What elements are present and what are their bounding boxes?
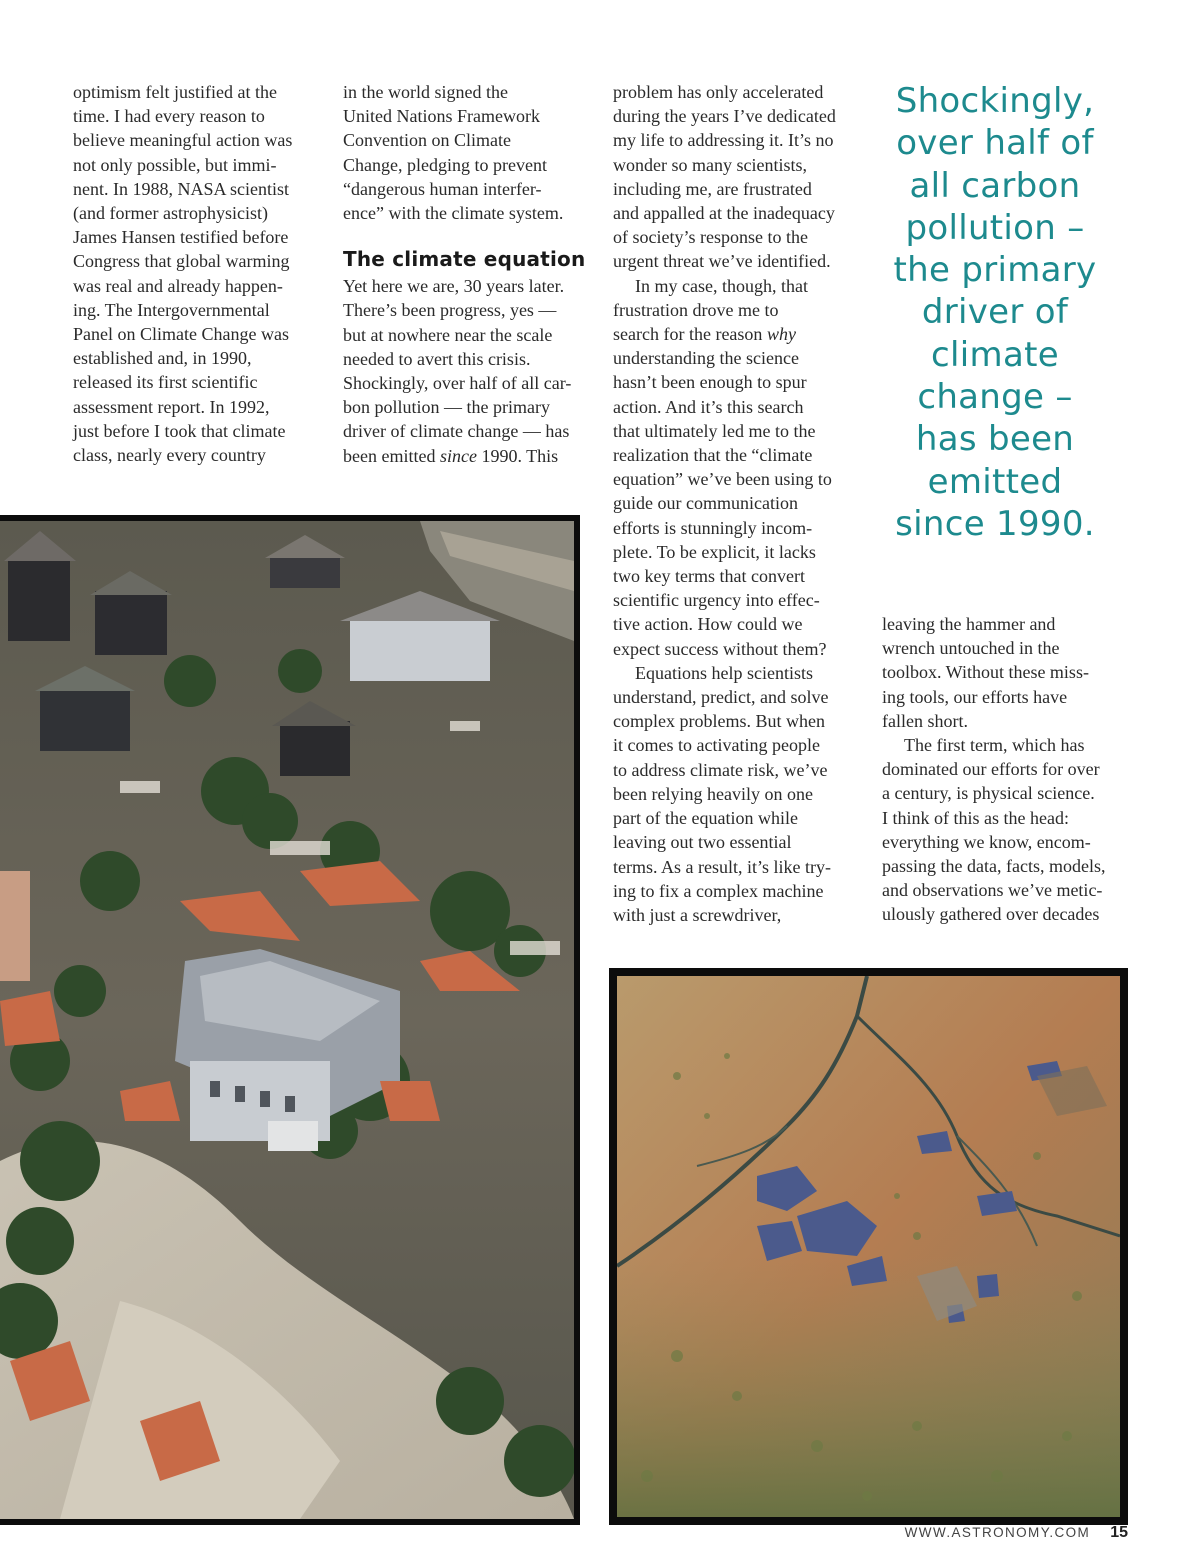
text-line: but at nowhere near the scale — [343, 324, 553, 345]
text-line: The first term, which has — [904, 735, 1085, 756]
text-line: of society’s response to the — [613, 227, 808, 248]
text-line: guide our communication — [613, 493, 798, 514]
text-line: class, nearly every country — [73, 445, 266, 466]
text-line: Panel on Climate Change was — [73, 324, 289, 345]
text-line: just before I took that climate — [73, 420, 286, 441]
text-line: urgent threat we’ve identified. — [613, 251, 831, 272]
pull-quote-line: all carbon — [909, 165, 1081, 206]
text-line: that ultimately led me to the — [613, 420, 816, 441]
page-number: 15 — [1110, 1524, 1128, 1541]
text-line: ence” with the climate system. — [343, 203, 564, 224]
text-line: James Hansen testified before — [73, 227, 289, 248]
column-2 — [343, 80, 591, 468]
text-line: ing tools, our efforts have — [882, 686, 1068, 707]
text-line: including me, are frustrated — [613, 178, 812, 199]
text-line: ing to fix a complex machine — [613, 880, 824, 901]
text-line: realization that the “climate — [613, 445, 813, 466]
column-3-paragraph-1 — [613, 80, 863, 274]
text-line: wonder so many scientists, — [613, 154, 807, 175]
text-line: leaving the hammer and — [882, 614, 1056, 634]
text-line: in the world signed the — [343, 82, 508, 102]
text-line: efforts is stunningly incom- — [613, 517, 813, 538]
text-line: ulously gathered over decades — [882, 904, 1100, 925]
text-line: scientific urgency into effec- — [613, 590, 820, 611]
pull-quote-line: the primary — [893, 250, 1097, 291]
text-line: a century, is physical science. — [882, 783, 1095, 804]
text-line: needed to avert this crisis. — [343, 348, 531, 369]
text-line: time. I had every reason to — [73, 106, 265, 127]
text-line: complex problems. But when — [613, 711, 825, 732]
column-3 — [613, 80, 863, 927]
column-1 — [73, 80, 318, 467]
text-line: Yet here we are, 30 years later. — [343, 276, 565, 297]
pull-quote-line: Shockingly, — [895, 81, 1095, 121]
pull-quote — [876, 80, 1114, 545]
text-line: assessment report. In 1992, — [73, 396, 270, 417]
text-fragment: been emitted — [343, 445, 440, 466]
text-line: driver of climate change — has — [343, 421, 570, 442]
flood-photo-illustration — [0, 521, 574, 1519]
pull-quote-line: since 1990. — [895, 503, 1095, 544]
italic-emphasis: since — [439, 445, 477, 466]
column-2-paragraph-2 — [343, 274, 591, 468]
website-url: WWW.ASTRONOMY.COM — [904, 1525, 1091, 1540]
text-line: two key terms that convert — [613, 566, 805, 587]
text-line: my life to addressing it. It’s no — [613, 130, 834, 151]
page-footer — [905, 1524, 1128, 1542]
text-line: United Nations Framework — [343, 106, 540, 127]
text-line: Equations help scientists — [635, 662, 813, 683]
text-line: toolbox. Without these miss- — [882, 662, 1089, 683]
text-line: equation” we’ve been using to — [613, 469, 832, 490]
text-line: bon pollution — the primary — [343, 397, 550, 418]
text-line: tive action. How could we — [613, 614, 803, 635]
satellite-photo-illustration — [617, 976, 1120, 1517]
text-line — [613, 322, 863, 346]
text-line: frustration drove me to — [613, 299, 779, 320]
text-line: action. And it’s this search — [613, 396, 804, 417]
text-line: Shockingly, over half of all car- — [343, 373, 572, 394]
text-line: was real and already happen- — [73, 275, 283, 296]
column-4 — [882, 612, 1132, 927]
text-line: leaving out two essential — [613, 832, 792, 853]
text-line: nent. In 1988, NASA scientist — [73, 178, 289, 199]
column-1-paragraph — [73, 80, 318, 467]
column-4-paragraph-1 — [882, 612, 1132, 733]
text-line: expect success without them? — [613, 638, 827, 659]
text-line: understand, predict, and solve — [613, 687, 829, 708]
column-3-paragraph-2 — [613, 274, 863, 661]
text-line: it comes to activating people — [613, 735, 820, 756]
text-line: dominated our efforts for over — [882, 759, 1100, 780]
text-line: “dangerous human interfer- — [343, 178, 542, 199]
pull-quote-line: has been — [915, 419, 1075, 460]
text-line: terms. As a result, it’s like try- — [613, 856, 831, 877]
text-line: believe meaningful action was — [73, 130, 293, 151]
text-line: part of the equation while — [613, 808, 798, 829]
text-line: understanding the science — [613, 348, 799, 369]
text-line: (and former astrophysicist) — [73, 203, 268, 224]
text-line: plete. To be explicit, it lacks — [613, 541, 816, 562]
text-fragment: search for the reason — [613, 324, 767, 345]
text-line: fallen short. — [882, 710, 968, 731]
pull-quote-line: climate — [931, 334, 1059, 375]
satellite-photo — [609, 968, 1128, 1525]
column-2-paragraph — [343, 80, 591, 225]
text-fragment: 1990. This — [476, 445, 559, 466]
text-line: during the years I’ve dedicated — [613, 106, 836, 127]
text-line: been relying heavily on one — [613, 783, 813, 804]
text-line: and observations we’ve metic- — [882, 880, 1103, 901]
flood-aerial-photo — [0, 515, 580, 1525]
column-4-paragraph-2 — [882, 733, 1132, 927]
column-3-paragraph-3 — [613, 661, 863, 927]
text-line: I think of this as the head: — [882, 807, 1069, 828]
text-line: to address climate risk, we’ve — [613, 759, 828, 780]
text-line: There’s been progress, yes — — [343, 300, 557, 321]
text-line: with just a screwdriver, — [613, 904, 782, 925]
text-line: not only possible, but immi- — [73, 154, 277, 175]
text-line: passing the data, facts, models, — [882, 856, 1106, 877]
text-line — [343, 444, 591, 468]
text-line: and appalled at the inadequacy — [613, 203, 835, 224]
pull-quote-line: pollution – — [905, 207, 1085, 248]
pull-quote-line: driver of — [921, 292, 1069, 333]
text-line: Congress that global warming — [73, 251, 290, 272]
text-line: Convention on Climate — [343, 130, 511, 151]
section-subhead: The climate equation — [343, 247, 586, 272]
text-line: ing. The Intergovernmental — [73, 299, 270, 320]
text-line: optimism felt justified at the — [73, 82, 277, 102]
pull-quote-line: emitted — [927, 461, 1063, 502]
text-line: wrench untouched in the — [882, 638, 1060, 659]
italic-emphasis: why — [766, 324, 796, 345]
text-line: In my case, though, that — [635, 275, 808, 296]
text-line: everything we know, encom- — [882, 831, 1091, 852]
text-line: established and, in 1990, — [73, 348, 252, 369]
text-line: released its first scientific — [73, 372, 258, 393]
text-line: hasn’t been enough to spur — [613, 372, 807, 393]
text-line: Change, pledging to prevent — [343, 154, 547, 175]
text-line: problem has only accelerated — [613, 82, 824, 102]
pull-quote-line: over half of — [896, 123, 1094, 164]
pull-quote-line: change – — [917, 377, 1073, 418]
